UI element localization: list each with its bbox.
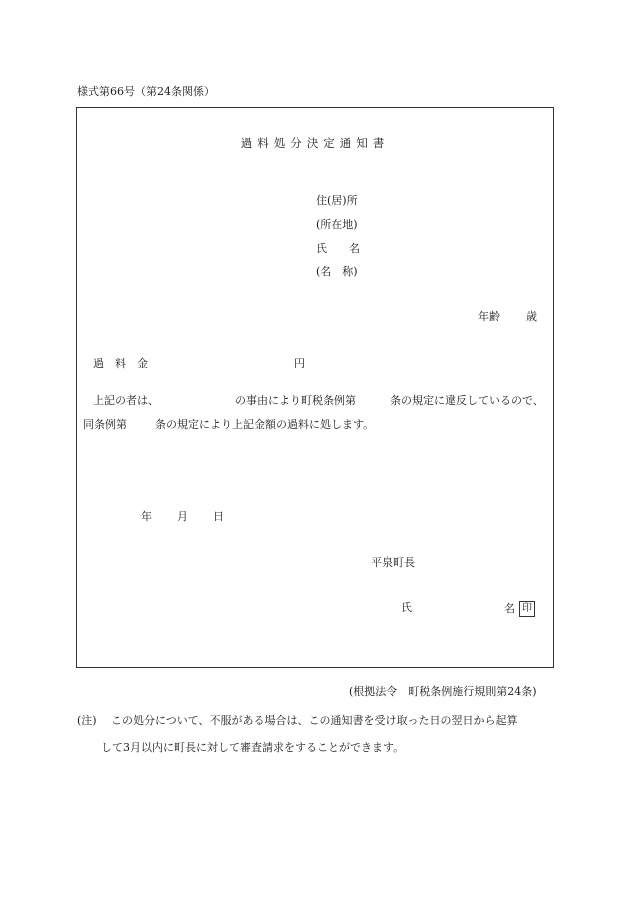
fine-unit: 円 [294, 357, 305, 370]
document-title: 過料処分決定通知書 [240, 136, 390, 150]
fine-label: 過 料 金 [93, 357, 148, 370]
body-line1-end: 条の規定に違反しているので、 [390, 394, 544, 407]
notice-frame [76, 107, 554, 668]
seal-mark: 印 [519, 601, 535, 617]
issuer-name-block [504, 601, 535, 617]
age-label: 年齢 [478, 310, 500, 323]
residence-label: 住(居)所 [316, 194, 358, 207]
organization-name-label: (名 称) [316, 265, 358, 278]
note-line2: して3月以内に町長に対して審査請求をすることができます。 [101, 741, 405, 754]
note-label: (注) [77, 714, 97, 727]
name-label: 氏 名 [316, 242, 360, 255]
date-year: 年 [141, 510, 152, 523]
date-month: 月 [177, 510, 188, 523]
date-day: 日 [213, 510, 224, 523]
issuer-name-label-2: 名 [504, 602, 515, 615]
issuer-name-label-1: 氏 [401, 601, 412, 614]
issuer-office: 平泉町長 [371, 556, 415, 569]
note-line1: この処分について、不服がある場合は、この通知書を受け取った日の翌日から起算 [111, 714, 518, 727]
location-label: (所在地) [316, 218, 358, 231]
body-line1-start: 上記の者は、 [93, 394, 159, 407]
body-line1-middle: の事由により町税条例第 [235, 394, 356, 407]
age-unit: 歳 [526, 310, 537, 323]
body-line2-start: 同条例第 [83, 418, 127, 431]
body-line2-end: 条の規定により上記金額の過料に処します。 [155, 418, 375, 431]
legal-basis: (根拠法令 町税条例施行規則第24条) [349, 685, 537, 698]
form-number-label: 様式第66号（第24条関係） [77, 85, 215, 98]
